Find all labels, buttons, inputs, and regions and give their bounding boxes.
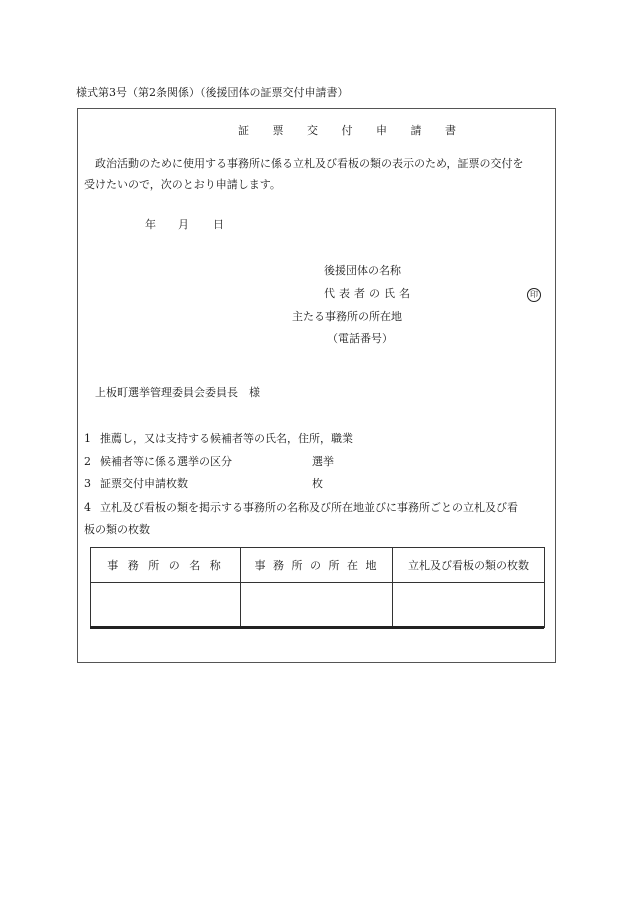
seal-mark-icon: 印 <box>527 288 541 302</box>
item-3-suffix: 枚 <box>312 477 323 490</box>
table-row <box>91 583 545 628</box>
table-header-row <box>91 548 545 583</box>
office-address-label: 主たる事務所の所在地 <box>292 310 402 323</box>
table-bottom-rule <box>90 626 544 629</box>
item-3-number: 3 <box>84 477 91 490</box>
item-1-text: 推薦し，又は支持する候補者等の氏名，住所，職業 <box>100 432 353 445</box>
org-name-label: 後援団体の名称 <box>324 264 401 277</box>
item-2-suffix: 選挙 <box>312 455 334 468</box>
body-text-line-2: 受けたいので，次のとおり申請します。 <box>84 178 281 191</box>
sign-count-header: 立札及び看板の類の枚数 <box>393 548 545 583</box>
form-header: 様式第3号（第2条関係）（後援団体の証票交付申請書） <box>76 86 349 99</box>
phone-number-label: （電話番号） <box>327 332 393 345</box>
addressee: 上板町選挙管理委員会委員長 様 <box>95 386 260 399</box>
form-title: 証 票 交 付 申 請 書 <box>238 124 466 137</box>
office-address-header: 事 務 所 の 所 在 地 <box>241 548 393 583</box>
office-name-cell[interactable] <box>91 583 241 628</box>
item-4-text: 立札及び看板の類を掲示する事務所の名称及び所在地並びに事務所ごとの立札及び看 <box>100 501 518 514</box>
date-month: 月 <box>178 218 189 231</box>
item-1-number: 1 <box>84 432 91 445</box>
office-table <box>90 547 545 628</box>
body-text-line-1: 政治活動のために使用する事務所に係る立札及び看板の類の表示のため，証票の交付を <box>95 157 524 170</box>
office-address-cell[interactable] <box>241 583 393 628</box>
item-2-number: 2 <box>84 455 91 468</box>
office-name-header: 事 務 所 の 名 称 <box>91 548 241 583</box>
item-4-number: 4 <box>84 501 91 514</box>
item-3-text: 証票交付申請枚数 <box>100 477 188 490</box>
date-year: 年 <box>145 218 156 231</box>
sign-count-cell[interactable] <box>393 583 545 628</box>
item-4-text-continued: 板の類の枚数 <box>84 523 150 536</box>
date-day: 日 <box>213 218 224 231</box>
rep-name-label: 代表者の氏名 <box>324 287 414 300</box>
item-2-text: 候補者等に係る選挙の区分 <box>100 455 232 468</box>
